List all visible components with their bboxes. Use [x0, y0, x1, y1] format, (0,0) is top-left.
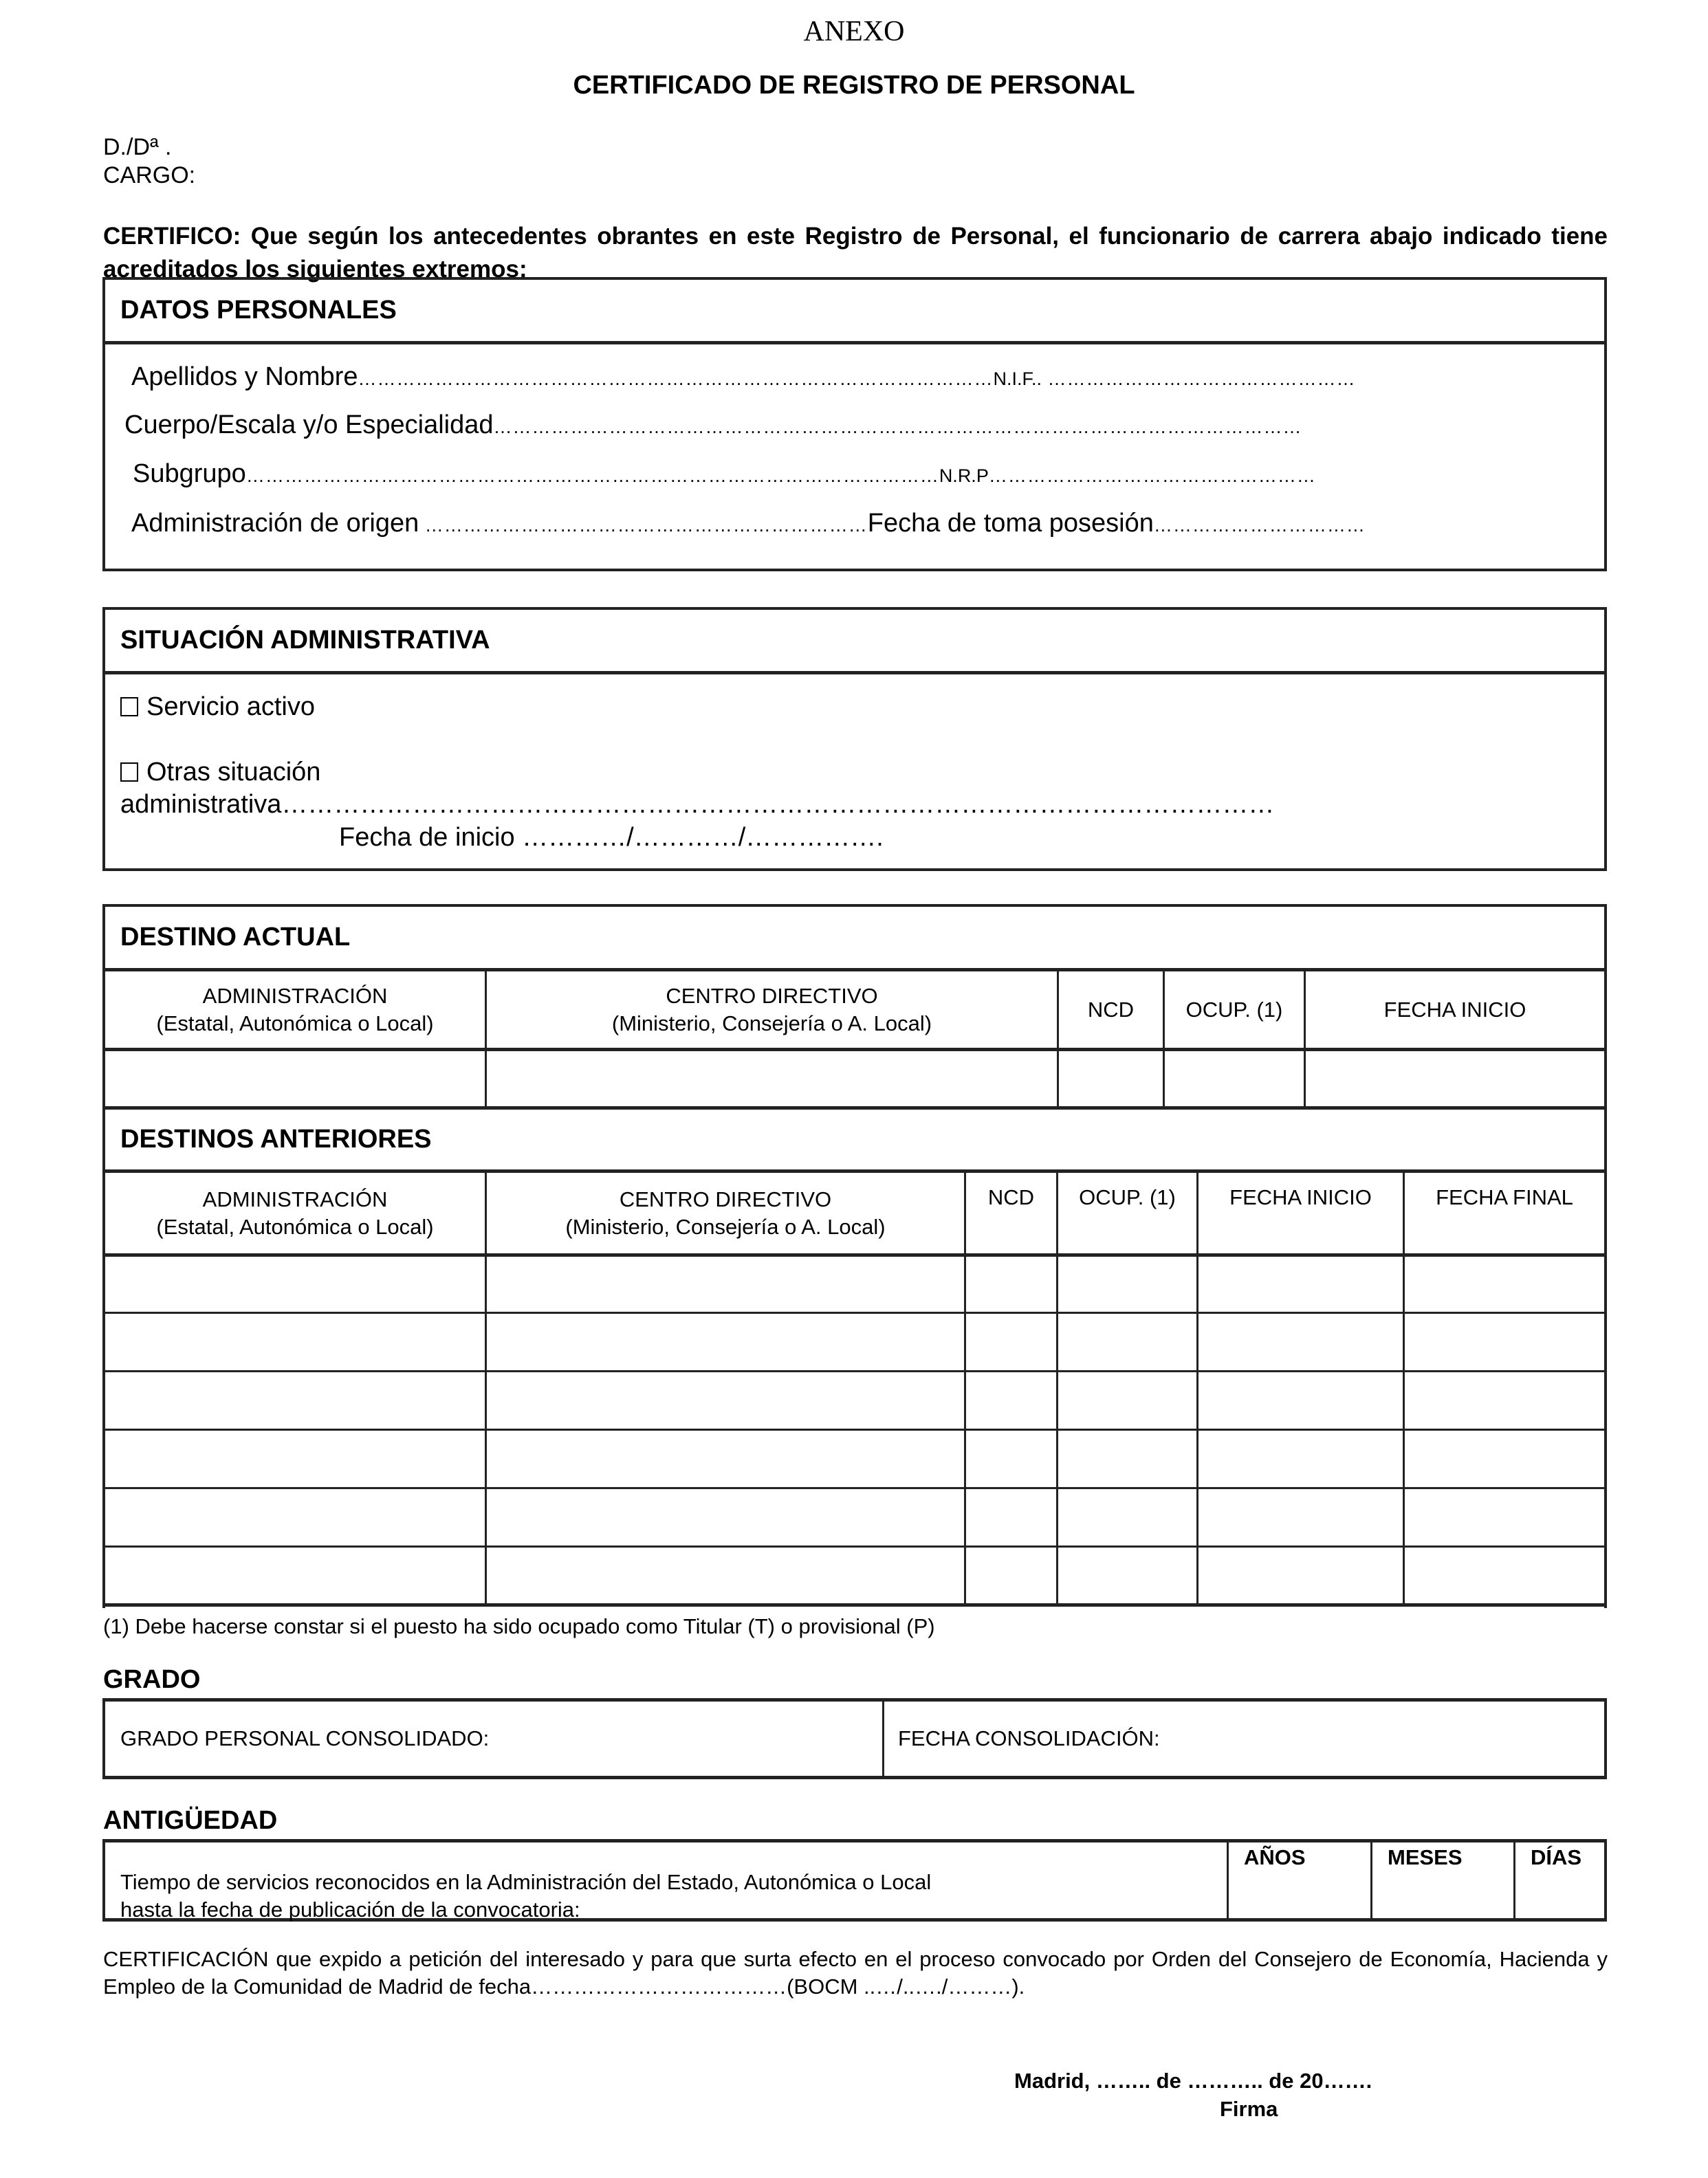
page-title: CERTIFICADO DE REGISTRO DE PERSONAL — [573, 71, 1135, 100]
fecha-inicio-field[interactable]: Fecha de inicio …………/…………/……………. — [339, 823, 884, 852]
antiguedad-description — [105, 1842, 1229, 1922]
nif-label: N.I.F.. — [993, 368, 1042, 389]
meses-label: MESES — [1388, 1845, 1463, 1869]
cell[interactable] — [105, 1547, 486, 1605]
cell[interactable] — [105, 1430, 486, 1488]
cell[interactable] — [486, 1488, 965, 1547]
fecha-consolidacion-label: FECHA CONSOLIDACIÓN: — [898, 1726, 1160, 1750]
cell[interactable] — [1058, 1255, 1198, 1313]
cell[interactable] — [486, 1372, 965, 1430]
apellidos-field[interactable] — [131, 362, 1356, 392]
option-otras-situacion[interactable] — [120, 758, 320, 787]
checkbox-otras-situacion[interactable] — [120, 762, 138, 782]
col-ncd: NCD — [1058, 970, 1164, 1050]
cell[interactable] — [486, 1313, 965, 1372]
antiguedad-table — [102, 1839, 1607, 1922]
table-row — [105, 1313, 1606, 1372]
situacion-title: SITUACIÓN ADMINISTRATIVA — [105, 610, 1604, 674]
certifico-statement: CERTIFICO: Que según los antecedentes obrantes en este Registro de Personal, el funcionario de carrera abajo indicado tiene acreditados los siguientes extremos: — [103, 223, 1608, 283]
cell[interactable] — [1058, 1313, 1198, 1372]
checkbox-servicio-activo[interactable] — [120, 697, 138, 716]
cell[interactable] — [105, 1255, 486, 1313]
apellidos-dots: ……………………………………………………………………………………… — [358, 368, 994, 389]
cell[interactable] — [1058, 1547, 1198, 1605]
cuerpo-dots: ……………………………………………………………………………………………………………… — [493, 417, 1302, 437]
cuerpo-label: Cuerpo/Escala y/o Especialidad — [124, 410, 494, 439]
cell[interactable] — [1404, 1488, 1606, 1547]
cell[interactable] — [1198, 1255, 1404, 1313]
table-row — [105, 1255, 1606, 1313]
cell[interactable] — [1058, 1372, 1198, 1430]
subgrupo-label: Subgrupo — [133, 459, 246, 488]
cell-administracion[interactable] — [105, 1050, 486, 1108]
col-fecha-inicio: FECHA INICIO — [1305, 970, 1606, 1050]
cell-ncd[interactable] — [1058, 1050, 1164, 1108]
anos-label: AÑOS — [1244, 1845, 1306, 1869]
col-centro-directivo: CENTRO DIRECTIVO (Ministerio, Consejería o A. Local) — [486, 970, 1058, 1050]
cell[interactable] — [1404, 1547, 1606, 1605]
col-centro-directivo: CENTRO DIRECTIVO (Ministerio, Consejería o A. Local) — [486, 1172, 965, 1255]
cell[interactable] — [486, 1430, 965, 1488]
cell[interactable] — [1198, 1372, 1404, 1430]
fecha-posesion-label: Fecha de toma posesión — [867, 509, 1154, 538]
destinos-anteriores-title: DESTINOS ANTERIORES — [105, 1108, 1604, 1173]
cell[interactable] — [1198, 1313, 1404, 1372]
signature-label: Firma — [1220, 2097, 1278, 2121]
description-line-1: Tiempo de servicios reconocidos en la Administración del Estado, Autonómica o Local — [120, 1870, 932, 1894]
destino-actual-table — [103, 968, 1606, 1108]
cell[interactable] — [1404, 1430, 1606, 1488]
meses-cell[interactable] — [1372, 1842, 1515, 1918]
cell[interactable] — [1404, 1313, 1606, 1372]
dias-label: DÍAS — [1531, 1845, 1582, 1869]
place-date[interactable]: Madrid, …….. de ……….. de 20……. — [1014, 2069, 1372, 2093]
col-fecha-inicio: FECHA INICIO — [1198, 1172, 1404, 1255]
cargo-label: CARGO: — [103, 162, 196, 188]
col-ocup: OCUP. (1) — [1058, 1172, 1198, 1255]
table-row — [105, 1547, 1606, 1605]
subgrupo-dots: ……………………………………………………………………………………………… — [245, 465, 939, 486]
col-ocup: OCUP. (1) — [1164, 970, 1305, 1050]
cell[interactable] — [965, 1372, 1058, 1430]
destinos-anteriores-table — [103, 1169, 1606, 1607]
ocupacion-footnote: (1) Debe hacerse constar si el puesto ha sido ocupado como Titular (T) o provisional (P) — [103, 1614, 935, 1638]
fecha-posesion-dots[interactable]: …………………………… — [1153, 515, 1366, 536]
table-row — [105, 1050, 1606, 1108]
cell[interactable] — [1058, 1488, 1198, 1547]
datos-personales-section — [102, 277, 1607, 571]
cell-fecha-inicio[interactable] — [1305, 1050, 1606, 1108]
destino-actual-title: DESTINO ACTUAL — [105, 907, 1604, 971]
servicio-activo-label: Servicio activo — [146, 692, 315, 721]
table-row — [105, 1488, 1606, 1547]
table-row — [105, 1430, 1606, 1488]
cell[interactable] — [965, 1313, 1058, 1372]
cell-centro-directivo[interactable] — [486, 1050, 1058, 1108]
nrp-dots[interactable]: …………………………………………… — [988, 465, 1316, 486]
subgrupo-field[interactable] — [133, 459, 1316, 489]
cell[interactable] — [1198, 1488, 1404, 1547]
col-fecha-final: FECHA FINAL — [1404, 1172, 1606, 1255]
table-row — [105, 1372, 1606, 1430]
col-administracion: ADMINISTRACIÓN (Estatal, Autonómica o Local) — [105, 1172, 486, 1255]
cell[interactable] — [486, 1255, 965, 1313]
destino-actual-header-row — [105, 970, 1606, 1050]
cell[interactable] — [965, 1255, 1058, 1313]
otras-situacion-label: Otras situación — [146, 758, 321, 786]
grado-table — [102, 1698, 1607, 1779]
col-administracion: ADMINISTRACIÓN (Estatal, Autonómica o Local) — [105, 970, 486, 1050]
admin-origen-field[interactable] — [131, 509, 1366, 538]
annex-label: ANEXO — [803, 16, 905, 47]
cell[interactable] — [1198, 1430, 1404, 1488]
cell-ocup[interactable] — [1164, 1050, 1305, 1108]
dias-cell[interactable] — [1515, 1842, 1604, 1918]
antiguedad-title: ANTIGÜEDAD — [103, 1806, 278, 1835]
cuerpo-field[interactable] — [124, 410, 1302, 440]
apellidos-label: Apellidos y Nombre — [131, 362, 358, 391]
cell[interactable] — [105, 1372, 486, 1430]
cell[interactable] — [1404, 1255, 1606, 1313]
cell[interactable] — [486, 1547, 965, 1605]
cell[interactable] — [965, 1488, 1058, 1547]
admin-origen-label: Administración de origen — [131, 509, 419, 538]
cell[interactable] — [965, 1547, 1058, 1605]
nrp-label: N.R.P — [939, 465, 989, 486]
anos-cell[interactable] — [1229, 1842, 1372, 1918]
don-label: D./Dª . — [103, 134, 172, 160]
nif-dots[interactable]: ………………………………………… — [1042, 368, 1356, 389]
cell[interactable] — [1058, 1430, 1198, 1488]
cell[interactable] — [1198, 1547, 1404, 1605]
situacion-administrativa-section — [102, 607, 1607, 871]
cell[interactable] — [965, 1430, 1058, 1488]
description-line-2: hasta la fecha de publicación de la convocatoria: — [120, 1898, 580, 1922]
destinos-anteriores-header-row — [105, 1172, 1606, 1255]
certificacion-text: CERTIFICACIÓN que expido a petición del interesado y para que surta efecto en el proceso convocado por Orden del Consejero de Economía, Hacienda y Empleo de la Comunidad de Madrid de fecha………………………………(BOCM ..…/..…./………). — [103, 1947, 1608, 1999]
option-servicio-activo[interactable] — [120, 692, 315, 722]
destinos-section — [102, 904, 1607, 1608]
otras-situacion-field[interactable]: administrativa…………………………………………………………………………………………………… — [120, 790, 1275, 819]
cell[interactable] — [105, 1313, 486, 1372]
cell[interactable] — [105, 1488, 486, 1547]
grado-title: GRADO — [103, 1665, 201, 1694]
admin-origen-dots: …………………………………………………………… — [419, 515, 868, 536]
col-ncd: NCD — [965, 1172, 1058, 1255]
grado-personal-label: GRADO PERSONAL CONSOLIDADO: — [120, 1726, 490, 1750]
datos-personales-title: DATOS PERSONALES — [105, 280, 1604, 344]
fecha-consolidacion-cell[interactable] — [884, 1702, 1604, 1776]
grado-personal-cell[interactable] — [105, 1702, 884, 1776]
cell[interactable] — [1404, 1372, 1606, 1430]
